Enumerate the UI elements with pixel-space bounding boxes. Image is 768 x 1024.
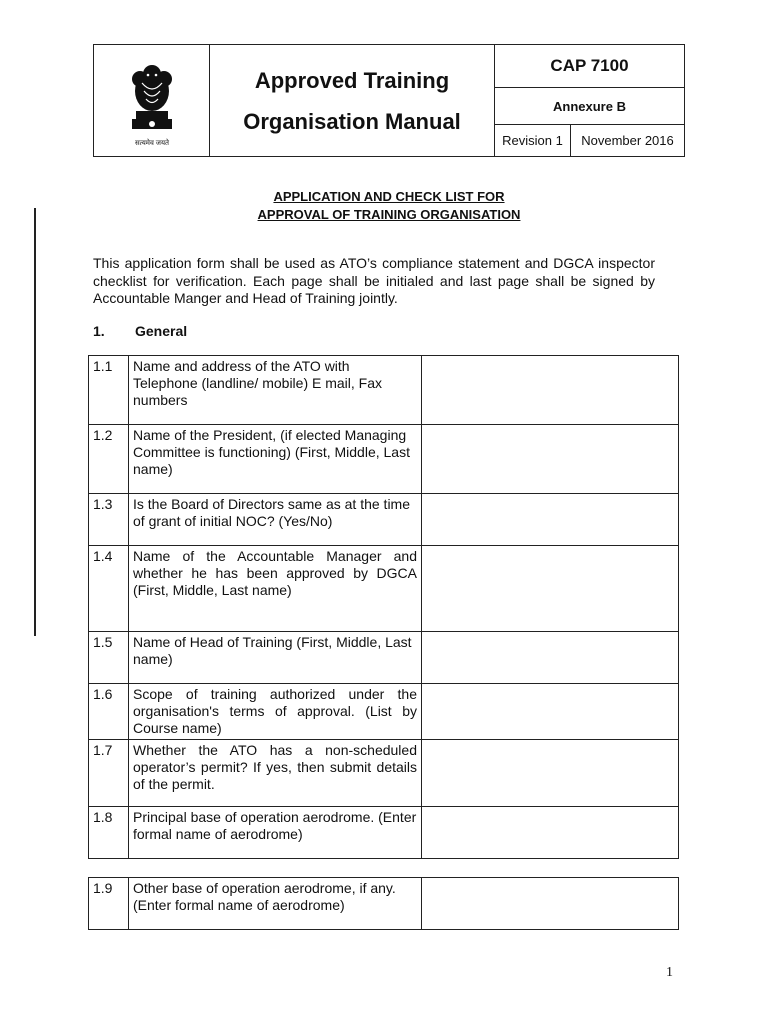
item-description: Name and address of the ATO with Telephone (landline/ mobile) E mail, Fax numbers: [129, 356, 422, 425]
form-title-line2: APPROVAL OF TRAINING ORGANISATION: [257, 207, 521, 222]
answer-field[interactable]: [422, 356, 679, 425]
table-row: [89, 740, 679, 807]
item-number: 1.3: [89, 494, 129, 546]
item-description: Name of the President, (if elected Managing Committee is functioning) (First, Middle, Last name): [129, 425, 422, 494]
item-description: Name of the Accountable Manager and whether he has been approved by DGCA (First, Middle, Last name): [129, 546, 422, 632]
section-heading: [93, 323, 187, 339]
item-number: 1.7: [89, 740, 129, 807]
item-number: 1.1: [89, 356, 129, 425]
document-info: [495, 45, 684, 156]
revision-label: Revision 1: [495, 125, 571, 156]
revision-row: [495, 125, 684, 156]
item-number: 1.9: [89, 878, 129, 930]
checklist-table: [88, 355, 679, 859]
answer-field[interactable]: [422, 546, 679, 632]
answer-field[interactable]: [422, 684, 679, 740]
table-row: [89, 356, 679, 425]
form-title-line1: APPLICATION AND CHECK LIST FOR: [273, 189, 505, 204]
item-description: Principal base of operation aerodrome. (Enter formal name of aerodrome): [129, 807, 422, 859]
table-row: [89, 878, 679, 930]
item-number: 1.6: [89, 684, 129, 740]
item-number: 1.4: [89, 546, 129, 632]
national-emblem-icon: [122, 61, 182, 133]
manual-title-line1: Approved Training: [254, 67, 450, 93]
manual-title-line2: Organisation Manual: [243, 108, 461, 134]
answer-field[interactable]: [422, 494, 679, 546]
document-header: [93, 44, 685, 157]
doc-code: CAP 7100: [495, 45, 684, 88]
item-description: Other base of operation aerodrome, if any. (Enter formal name of aerodrome): [129, 878, 422, 930]
answer-field[interactable]: [422, 807, 679, 859]
table-row: [89, 684, 679, 740]
section-title: General: [135, 323, 188, 339]
answer-field[interactable]: [422, 425, 679, 494]
item-number: 1.5: [89, 632, 129, 684]
answer-field[interactable]: [422, 740, 679, 807]
intro-paragraph: This application form shall be used as ATO’s compliance statement and DGCA inspector checklist for verification. Each page shall be initialed and last page shall be signed by Accountable Manger and Head of Training jointly.: [93, 255, 655, 306]
item-description: Name of Head of Training (First, Middle, Last name): [129, 632, 422, 684]
item-description: Is the Board of Directors same as at the time of grant of initial NOC? (Yes/No): [129, 494, 422, 546]
table-row: [89, 632, 679, 684]
table-row: [89, 494, 679, 546]
table-row: [89, 546, 679, 632]
emblem-motto: सत्यमेव जयते: [134, 140, 170, 147]
item-description: Whether the ATO has a non-scheduled operator’s permit? If yes, then submit details of the permit.: [129, 740, 422, 807]
item-number: 1.2: [89, 425, 129, 494]
checklist-table-continued: [88, 877, 679, 930]
emblem-cell: [94, 45, 210, 156]
margin-change-bar: [34, 208, 36, 636]
manual-title: [210, 45, 495, 156]
answer-field[interactable]: [422, 632, 679, 684]
table-row: [89, 425, 679, 494]
revision-date: November 2016: [581, 133, 674, 148]
answer-field[interactable]: [422, 878, 679, 930]
page-number: 1: [666, 965, 673, 980]
item-description: Scope of training authorized under the organisation's terms of approval. (List by Course name): [129, 684, 422, 740]
table-row: [89, 807, 679, 859]
item-number: 1.8: [89, 807, 129, 859]
annexure-label: Annexure B: [495, 88, 684, 125]
section-number: 1.: [93, 323, 105, 339]
